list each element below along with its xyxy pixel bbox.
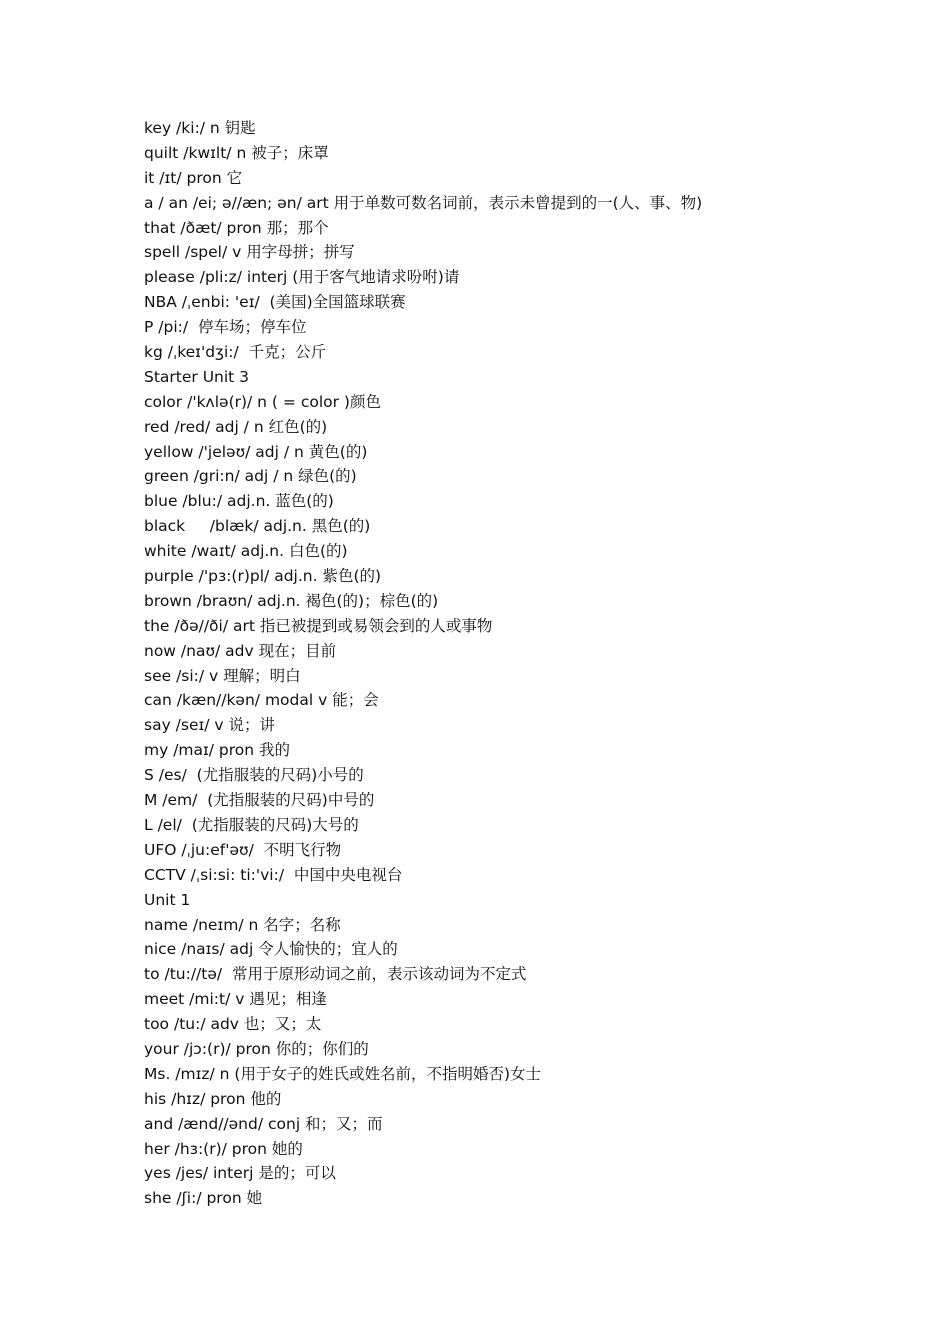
vocab-line: yellow /'jeləʊ/ adj / n 黄色(的) xyxy=(144,442,368,461)
vocab-line: white /waɪt/ adj.n. 白色(的) xyxy=(144,542,348,561)
vocab-line: meet /mi:t/ v 遇见；相逢 xyxy=(144,990,327,1009)
vocab-line: M /em/ (尤指服装的尺码)中号的 xyxy=(144,791,375,810)
vocab-line: key /ki:/ n 钥匙 xyxy=(144,119,256,137)
vocab-line: your /jɔ:(r)/ pron 你的；你们的 xyxy=(144,1039,369,1058)
vocabulary-list xyxy=(144,116,924,1211)
vocab-line: it /ɪt/ pron 它 xyxy=(144,168,243,187)
vocab-line: purple /'pɜ:(r)pl/ adj.n. 紫色(的) xyxy=(144,567,382,586)
vocab-line: S /es/ (尤指服装的尺码)小号的 xyxy=(144,766,364,785)
vocab-line: UFO /ˌju:ef'əʊ/ 不明飞行物 xyxy=(144,840,342,859)
vocab-line: see /si:/ v 理解；明白 xyxy=(144,666,301,685)
vocab-line: that /ðæt/ pron 那；那个 xyxy=(144,218,329,237)
vocab-line: NBA /ˌenbi: 'eɪ/ (美国)全国篮球联赛 xyxy=(144,293,406,312)
vocab-line: a / an /ei; ə//æn; ən/ art 用于单数可数名词前，表示未曾提到的一(人、事、物) xyxy=(144,193,703,212)
vocab-line: P /pi:/ 停车场；停车位 xyxy=(144,318,307,337)
vocab-line: black /blæk/ adj.n. 黑色(的) xyxy=(144,517,371,536)
vocab-line: nice /naɪs/ adj 令人愉快的；宜人的 xyxy=(144,940,398,959)
vocab-line: green /gri:n/ adj / n 绿色(的) xyxy=(144,467,357,486)
vocab-line: can /kæn//kən/ modal v 能；会 xyxy=(144,691,379,710)
section-heading: Unit 1 xyxy=(144,890,191,909)
vocab-line: and /ænd//ənd/ conj 和；又；而 xyxy=(144,1114,383,1133)
vocab-line: red /red/ adj / n 红色(的) xyxy=(144,417,328,436)
vocab-line: yes /jes/ interj 是的；可以 xyxy=(144,1164,336,1183)
vocab-line: color /'kʌlə(r)/ n ( = color )颜色 xyxy=(144,392,381,411)
section-heading: Starter Unit 3 xyxy=(144,367,250,386)
vocab-line: kg /ˌkeɪ'dʒi:/ 千克；公斤 xyxy=(144,343,327,362)
vocab-line: say /seɪ/ v 说；讲 xyxy=(144,716,276,735)
vocab-line: too /tu:/ adv 也；又；太 xyxy=(144,1015,322,1034)
vocab-line: Ms. /mɪz/ n (用于女子的姓氏或姓名前，不指明婚否)女士 xyxy=(144,1064,542,1083)
vocab-line: quilt /kwɪlt/ n 被子；床罩 xyxy=(144,143,329,162)
vocab-line: brown /braʊn/ adj.n. 褐色(的)；棕色(的) xyxy=(144,591,439,610)
vocab-line: my /maɪ/ pron 我的 xyxy=(144,741,291,760)
vocab-line: she /ʃi:/ pron 她 xyxy=(144,1189,263,1208)
vocab-line: name /neɪm/ n 名字；名称 xyxy=(144,915,341,934)
vocab-line: please /pli:z/ interj (用于客气地请求吩咐)请 xyxy=(144,268,460,287)
vocab-line: spell /spel/ v 用字母拼；拼写 xyxy=(144,243,355,262)
vocab-line: the /ðə//ði/ art 指已被提到或易领会到的人或事物 xyxy=(144,616,493,635)
vocab-line: her /hɜ:(r)/ pron 她的 xyxy=(144,1139,303,1158)
vocab-line: blue /blu:/ adj.n. 蓝色(的) xyxy=(144,492,334,511)
vocab-line: to /tu://tə/ 常用于原形动词之前，表示该动词为不定式 xyxy=(144,965,527,984)
vocab-line: now /naʊ/ adv 现在；目前 xyxy=(144,641,337,660)
vocab-line: L /el/ (尤指服装的尺码)大号的 xyxy=(144,815,359,834)
vocab-line: his /hɪz/ pron 他的 xyxy=(144,1089,282,1108)
vocab-line: CCTV /ˌsi:si: ti:'vi:/ 中国中央电视台 xyxy=(144,865,403,884)
